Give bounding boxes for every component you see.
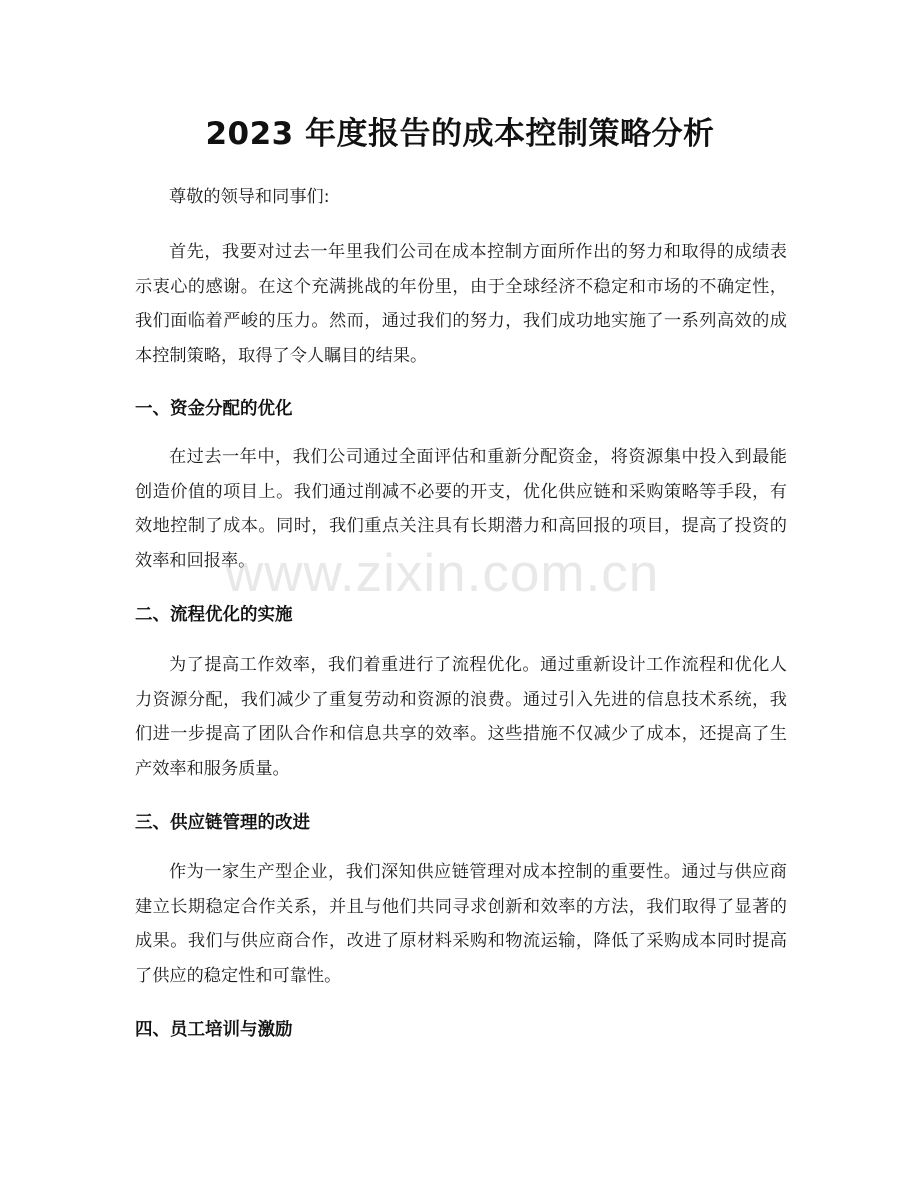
salutation: 尊敬的领导和同事们:: [169, 187, 330, 207]
section-body-2: 为了提高工作效率，我们着重进行了流程优化。通过重新设计工作流程和优化人力资源分配，我们减少了重复劳动和资源的浪费。通过引入先进的信息技术系统，我们进一步提高了团队合作和信息共享的效率。这些措施不仅减少了成本，还提高了生产效率和服务质量。: [135, 655, 787, 779]
intro-paragraph: 首先，我要对过去一年里我们公司在成本控制方面所作出的努力和取得的成绩表示衷心的感谢。在这个充满挑战的年份里，由于全球经济不稳定和市场的不确定性，我们面临着严峻的压力。然而，通过我们的努力，我们成功地实施了一系列高效的成本控制策略，取得了令人瞩目的结果。: [135, 242, 787, 366]
document-title: 2023 年度报告的成本控制策略分析: [205, 116, 715, 152]
section-body-1: 在过去一年中，我们公司通过全面评估和重新分配资金，将资源集中投入到最能创造价值的项目上。我们通过削减不必要的开支，优化供应链和采购策略等手段，有效地控制了成本。同时，我们重点关注具有长期潜力和高回报的项目，提高了投资的效率和回报率。: [135, 447, 787, 571]
section-heading-3: 三、供应链管理的改进: [135, 813, 310, 833]
section-body-3: 作为一家生产型企业，我们深知供应链管理对成本控制的重要性。通过与供应商建立长期稳定合作关系，并且与他们共同寻求创新和效率的方法，我们取得了显著的成果。我们与供应商合作，改进了原材料采购和物流运输，降低了采购成本同时提高了供应的稳定性和可靠性。: [135, 862, 787, 986]
section-heading-2: 二、流程优化的实施: [135, 605, 293, 625]
section-heading-1: 一、资金分配的优化: [135, 399, 293, 419]
watermark: www.zixin.com.cn: [225, 544, 660, 603]
section-heading-4: 四、员工培训与激励: [135, 1020, 293, 1040]
